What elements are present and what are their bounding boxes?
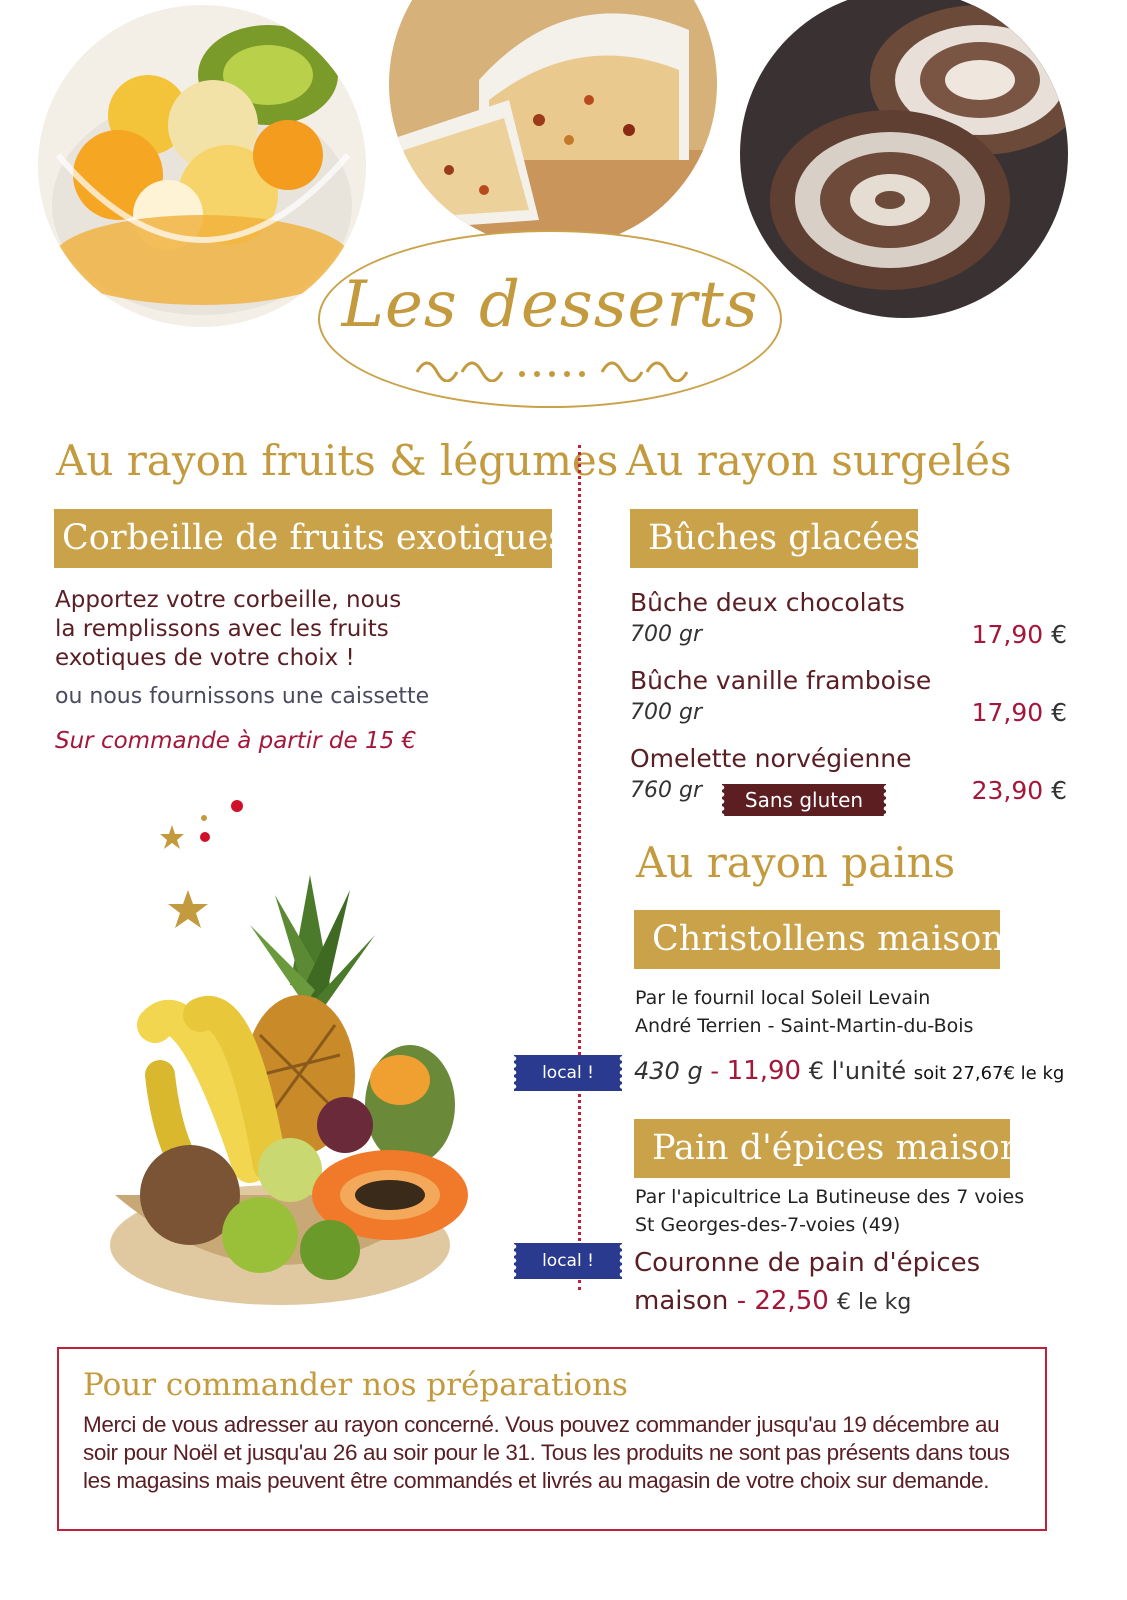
item-name-1: Bûche deux chocolats: [630, 588, 905, 617]
order-note: Sur commande à partir de 15 €: [55, 728, 417, 754]
title-oval: [318, 230, 782, 408]
gingerbread-line-2: [634, 1286, 911, 1316]
section-title-fruits: Au rayon fruits & légumes: [56, 436, 619, 485]
section-title-frozen: Au rayon surgelés: [626, 436, 1012, 485]
gingerbread-supplier-2: St Georges-des-7-voies (49): [635, 1214, 901, 1236]
christollens-per-kg: soit 27,67€ le kg: [913, 1063, 1065, 1084]
fruit-salad-photo: [38, 5, 366, 327]
gingerbread-line-1: Couronne de pain d'épices: [634, 1248, 981, 1278]
christollens-weight: 430 g: [634, 1057, 703, 1085]
christollens-price: 11,90: [726, 1056, 802, 1086]
band-pain-epices: Pain d'épices maison: [634, 1119, 1010, 1178]
sans-gluten-badge: Sans gluten: [722, 784, 886, 816]
gingerbread-maison: maison: [634, 1286, 729, 1316]
local-badge-gingerbread: local !: [514, 1243, 622, 1279]
item-weight-1: 700 gr: [630, 622, 702, 647]
band-corbeille: Corbeille de fruits exotiques: [54, 509, 552, 568]
chocolate-roll-photo: [740, 0, 1068, 318]
item-price-3: 23,90 €: [971, 776, 1067, 805]
gingerbread-sep: -: [736, 1286, 747, 1316]
christollens-sep: -: [710, 1057, 719, 1085]
stollen-photo: [389, 0, 717, 248]
page-title: Les desserts: [341, 268, 759, 342]
local-badge-christollens: local !: [514, 1055, 622, 1091]
gingerbread-supplier-1: Par l'apicultrice La Butineuse des 7 voies: [635, 1186, 1025, 1208]
christollens-price-line: [634, 1056, 1064, 1086]
description-line-2: la remplissons avec les fruits: [55, 616, 389, 642]
item-name-2: Bûche vanille framboise: [630, 666, 932, 695]
fruit-basket-photo: [100, 865, 480, 1315]
footer-body: Merci de vous adresser au rayon concerné. Vous pouvez commander jusqu'au 19 décembre au soir pour Noël et jusqu'au 26 au soir pour le 31. Tous les produits ne sont pas présents dans tous les magasins mais peuvent être commandés et livrés au magasin de votre choix sur demande.: [83, 1412, 1010, 1493]
caissette-note: ou nous fournissons une caissette: [55, 684, 430, 709]
gingerbread-unit: € le kg: [837, 1290, 912, 1315]
footer-title: Pour commander nos préparations: [83, 1367, 628, 1403]
item-weight-2: 700 gr: [630, 700, 702, 725]
item-price-1: 17,90 €: [971, 620, 1067, 649]
gingerbread-price: 22,50: [754, 1286, 829, 1316]
christollens-supplier-2: André Terrien - Saint-Martin-du-Bois: [635, 1015, 974, 1037]
item-price-2: 17,90 €: [971, 698, 1067, 727]
christollens-supplier-1: Par le fournil local Soleil Levain: [635, 987, 931, 1009]
item-name-3: Omelette norvégienne: [630, 744, 912, 773]
item-weight-3: 760 gr: [630, 778, 702, 803]
order-info-box: [57, 1347, 1047, 1531]
description-line-3: exotiques de votre choix !: [55, 645, 355, 671]
column-divider: [578, 445, 581, 1290]
description-line-1: Apportez votre corbeille, nous: [55, 587, 402, 613]
section-title-bread: Au rayon pains: [636, 838, 956, 887]
christollens-unit: € l'unité: [808, 1057, 907, 1085]
band-buches-glacees: Bûches glacées: [630, 509, 918, 568]
ornament-icon: [412, 352, 692, 382]
band-christollens: Christollens maison: [634, 910, 1000, 969]
